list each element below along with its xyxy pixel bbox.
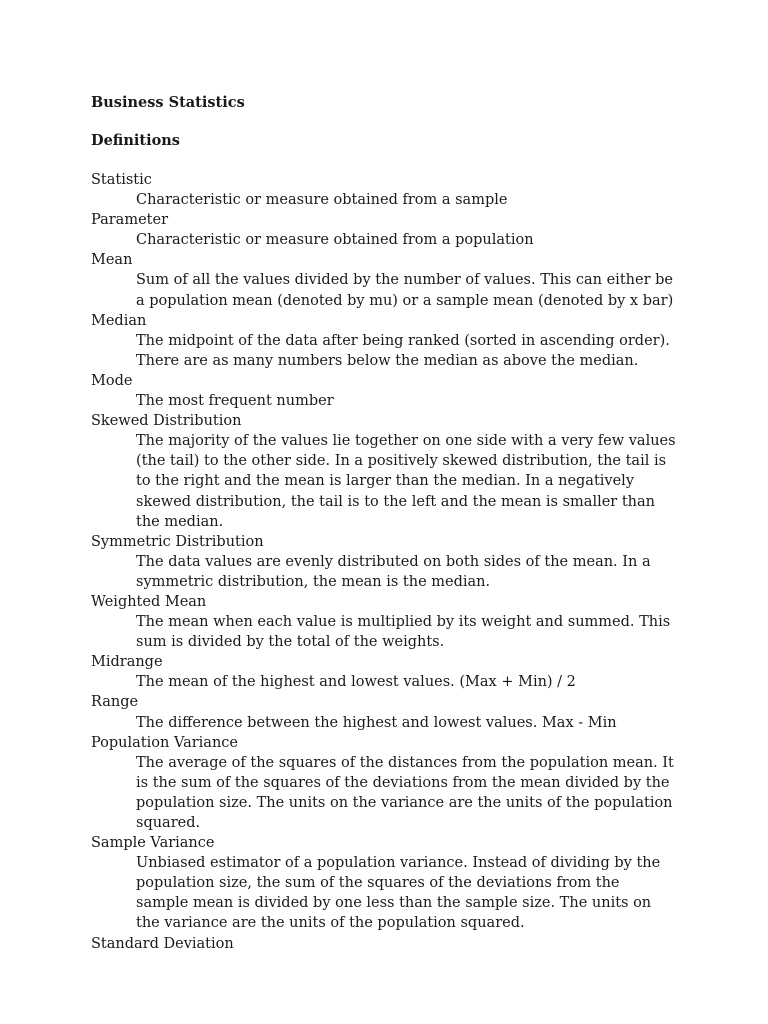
section-heading: Definitions xyxy=(91,132,180,149)
definition-entry xyxy=(91,250,691,310)
definition-text: Characteristic or measure obtained from a sample xyxy=(136,192,508,209)
definition-term: Parameter xyxy=(91,212,168,229)
definition-entry xyxy=(91,532,691,592)
definition-text: The data values are evenly distributed on both sides of the mean. In a symmetric distribution, the mean is the median. xyxy=(136,553,651,590)
definition-text: The majority of the values lie together on one side with a very few values (the tail) to the other side. In a positively skewed distribution, the tail is to the right and the mean is larger than the median. In a negatively skewed distribution, the tail is to the left and the mean is smaller than the median. xyxy=(136,433,676,530)
definition-text: Unbiased estimator of a population variance. Instead of dividing by the population size, the sum of the squares of the deviations from the sample mean is divided by one less than the sample size. The units on the variance are the units of the population squared. xyxy=(136,855,661,932)
definition-term: Population Variance xyxy=(91,734,238,751)
definition-text: The mean when each value is multiplied by its weight and summed. This sum is divided by the total of the weights. xyxy=(136,614,671,651)
document-title: Business Statistics xyxy=(91,94,245,111)
definition-term: Midrange xyxy=(91,654,163,671)
definition-term: Mean xyxy=(91,252,133,269)
definition-text: The difference between the highest and lowest values. Max - Min xyxy=(136,714,617,731)
definition-entry xyxy=(91,170,691,210)
definition-term: Mode xyxy=(91,372,133,389)
definition-text: The midpoint of the data after being ranked (sorted in ascending order). There are as many numbers below the median as above the median. xyxy=(136,332,670,369)
definition-text: The average of the squares of the distances from the population mean. It is the sum of the squares of the deviations from the mean divided by the population size. The units on the variance are the units of the population squared. xyxy=(136,754,674,831)
definitions-list xyxy=(91,170,691,954)
definition-text: Sum of all the values divided by the number of values. This can either be a population mean (denoted by mu) or a sample mean (denoted by x bar) xyxy=(136,272,674,309)
definition-term: Standard Deviation xyxy=(91,935,234,952)
definition-term: Weighted Mean xyxy=(91,593,207,610)
definition-entry xyxy=(91,371,691,411)
definition-entry xyxy=(91,411,691,532)
definition-text: The mean of the highest and lowest values. (Max + Min) / 2 xyxy=(136,674,576,691)
definition-term: Range xyxy=(91,694,139,711)
definition-entry xyxy=(91,833,691,933)
definition-entry xyxy=(91,733,691,833)
definition-term: Sample Variance xyxy=(91,835,215,852)
definition-term: Skewed Distribution xyxy=(91,413,242,430)
definition-term: Symmetric Distribution xyxy=(91,533,264,550)
definition-term: Statistic xyxy=(91,172,152,188)
definition-entry xyxy=(91,934,691,954)
definition-text: Characteristic or measure obtained from a population xyxy=(136,232,534,249)
definition-text: The most frequent number xyxy=(136,393,334,410)
definition-entry xyxy=(91,311,691,371)
definition-entry xyxy=(91,592,691,652)
definition-entry xyxy=(91,210,691,250)
definition-term: Median xyxy=(91,312,147,329)
definition-entry xyxy=(91,652,691,692)
definition-entry xyxy=(91,692,691,732)
